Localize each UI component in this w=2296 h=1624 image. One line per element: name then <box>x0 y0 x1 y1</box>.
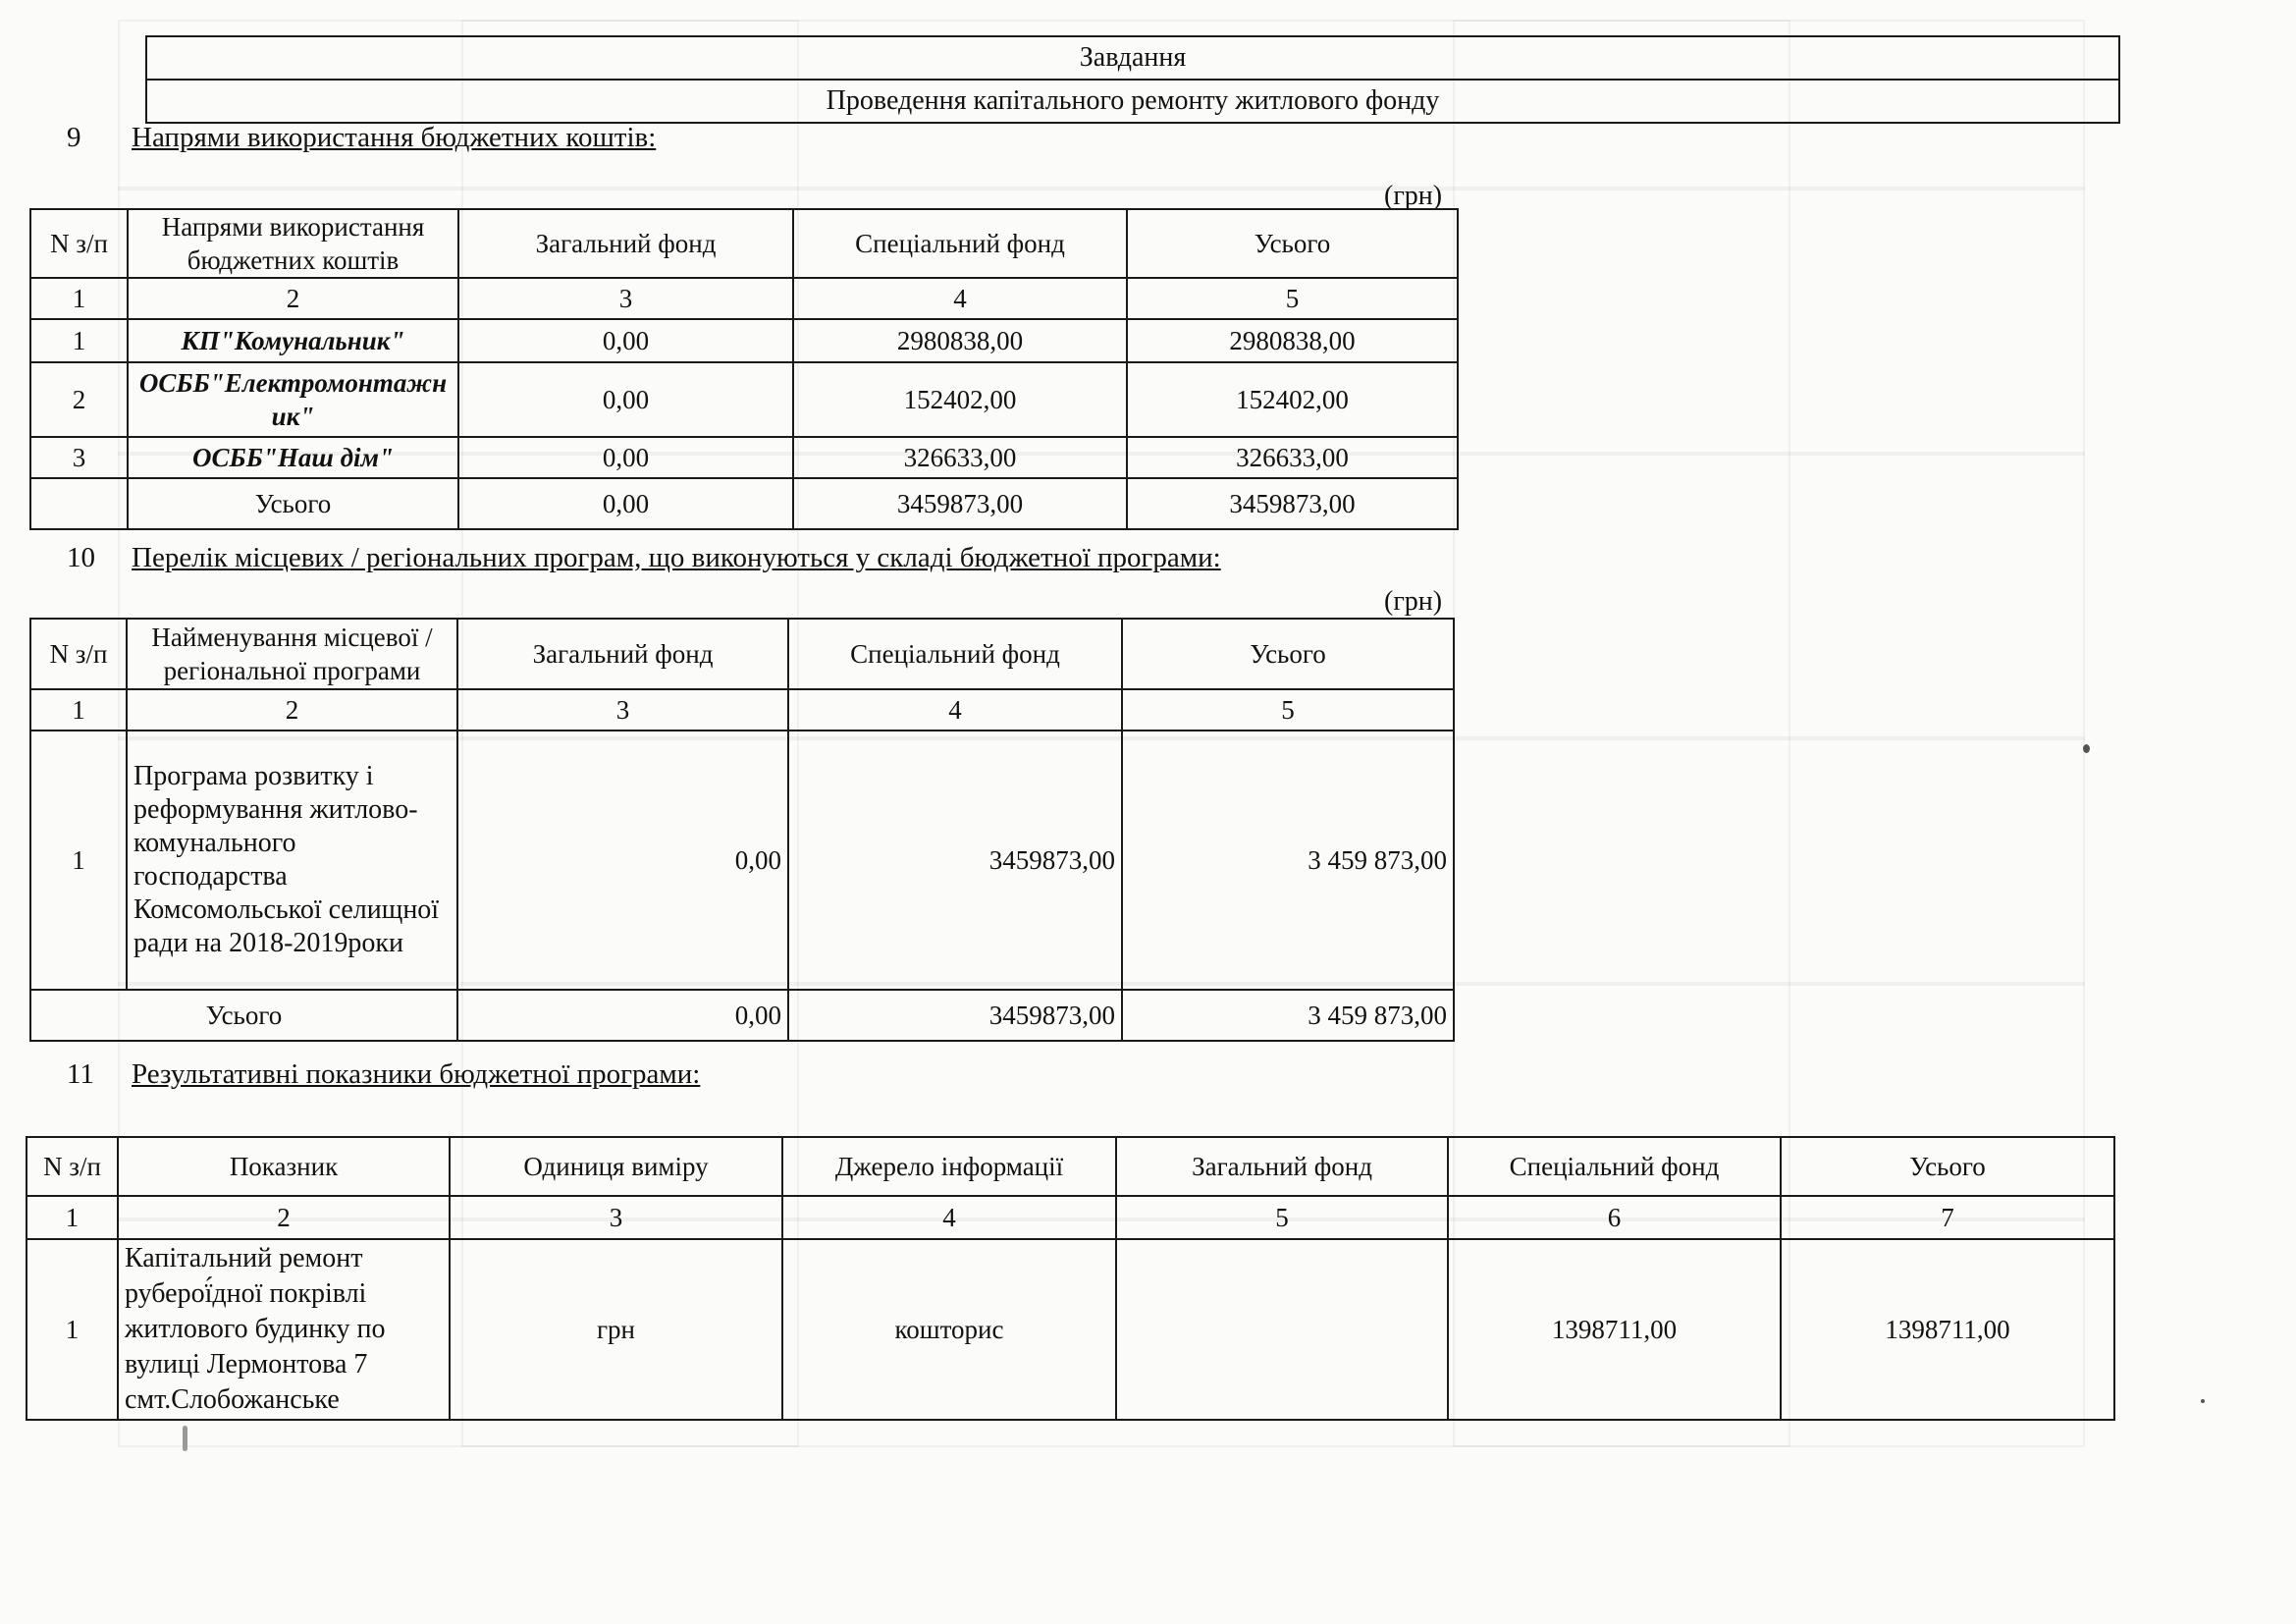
section-title: Результативні показники бюджетної програми: <box>132 1058 701 1090</box>
header-cell: N з/п <box>30 209 128 278</box>
colnum-cell: 2 <box>118 1196 450 1239</box>
table-row <box>30 731 1454 990</box>
colnum-cell: 3 <box>457 689 788 731</box>
table-header-row <box>30 619 1454 689</box>
header-cell: Спеціальний фонд <box>793 209 1127 278</box>
special-fund: 1398711,00 <box>1448 1239 1781 1420</box>
general-fund: 0,00 <box>458 478 793 529</box>
total-label: Усього <box>128 478 458 529</box>
colnum-cell: 4 <box>793 278 1127 319</box>
colnum-cell: 1 <box>30 278 128 319</box>
scan-speck <box>2083 744 2090 753</box>
special-fund: 326633,00 <box>793 437 1127 478</box>
empty-cell <box>30 478 128 529</box>
column-number-row <box>30 689 1454 731</box>
general-fund: 0,00 <box>458 319 793 362</box>
column-number-row <box>30 278 1458 319</box>
colnum-cell: 5 <box>1122 689 1454 731</box>
header-cell: Напрями використання бюджетних коштів <box>128 209 458 278</box>
section-9-unit: (грн) <box>1384 181 1443 211</box>
section-title: Напрями використання бюджетних коштів: <box>132 122 657 153</box>
column-number-row <box>27 1196 2114 1239</box>
colnum-cell: 6 <box>1448 1196 1781 1239</box>
special-fund: 3459873,00 <box>788 731 1122 990</box>
header-cell: Усього <box>1781 1137 2114 1196</box>
total-label: Усього <box>30 990 457 1041</box>
header-cell: Загальний фонд <box>1116 1137 1448 1196</box>
table-row <box>30 319 1458 362</box>
total-row <box>30 990 1454 1041</box>
table-row <box>27 1239 2114 1420</box>
recipient-name: КП"Комунальник" <box>128 319 458 362</box>
general-fund: 0,00 <box>458 437 793 478</box>
table-header-row <box>30 209 1458 278</box>
row-number: 3 <box>30 437 128 478</box>
header-cell: Загальний фонд <box>457 619 788 689</box>
task-header: Завдання <box>146 36 2119 80</box>
section-number: 10 <box>67 542 95 573</box>
information-source: кошторис <box>782 1239 1116 1420</box>
header-cell: Усього <box>1127 209 1458 278</box>
section-number: 9 <box>67 122 81 153</box>
table-header-row <box>27 1137 2114 1196</box>
colnum-cell: 1 <box>30 689 127 731</box>
section-number: 11 <box>67 1058 94 1090</box>
section-title: Перелік місцевих / регіональних програм, що виконуються у складі бюджетної програми: <box>132 542 1221 573</box>
header-cell: Одиниця виміру <box>450 1137 782 1196</box>
task-table <box>145 35 2120 124</box>
row-number: 1 <box>30 319 128 362</box>
total-value: 1398711,00 <box>1781 1239 2114 1420</box>
general-fund: 0,00 <box>457 731 788 990</box>
section-9-heading <box>67 122 656 154</box>
special-fund: 3459873,00 <box>793 478 1127 529</box>
colnum-cell: 2 <box>128 278 458 319</box>
section-10-table <box>29 618 1455 1042</box>
colnum-cell: 7 <box>1781 1196 2114 1239</box>
recipient-name: ОСББ"Наш дім" <box>128 437 458 478</box>
section-9-table <box>29 208 1459 530</box>
row-number: 2 <box>30 362 128 437</box>
section-10-heading <box>67 542 1221 574</box>
header-cell: Спеціальний фонд <box>1448 1137 1781 1196</box>
indicator-name: Капітальний ремонт руберої́дної покрівлі житлового будинку по вулиці Лермонтова 7 смт.Слобожанське <box>118 1239 450 1420</box>
total-value: 3459873,00 <box>1127 478 1458 529</box>
unit-of-measure: грн <box>450 1239 782 1420</box>
special-fund: 3459873,00 <box>788 990 1122 1041</box>
table-row <box>30 362 1458 437</box>
table-row <box>30 437 1458 478</box>
total-value: 2980838,00 <box>1127 319 1458 362</box>
section-11-heading <box>67 1058 700 1091</box>
section-11-table <box>26 1136 2115 1421</box>
task-value: Проведення капітального ремонту житлового фонду <box>146 80 2119 123</box>
colnum-cell: 2 <box>127 689 457 731</box>
colnum-cell: 5 <box>1116 1196 1448 1239</box>
colnum-cell: 3 <box>450 1196 782 1239</box>
program-name: Програма розвитку і реформування житлово-комунального господарства Комсомольської селищної ради на 2018-2019роки <box>127 731 457 990</box>
total-row <box>30 478 1458 529</box>
header-cell: Показник <box>118 1137 450 1196</box>
total-value: 3 459 873,00 <box>1122 731 1454 990</box>
general-fund: 0,00 <box>458 362 793 437</box>
total-value: 3 459 873,00 <box>1122 990 1454 1041</box>
scan-speck <box>2201 1399 2205 1403</box>
colnum-cell: 4 <box>788 689 1122 731</box>
header-cell: Джерело інформації <box>782 1137 1116 1196</box>
colnum-cell: 1 <box>27 1196 118 1239</box>
row-number: 1 <box>30 731 127 990</box>
header-cell: N з/п <box>30 619 127 689</box>
recipient-name: ОСББ"Електромонтажник" <box>128 362 458 437</box>
header-cell: Найменування місцевої / регіональної програми <box>127 619 457 689</box>
special-fund: 2980838,00 <box>793 319 1127 362</box>
header-cell: N з/п <box>27 1137 118 1196</box>
general-fund: 0,00 <box>457 990 788 1041</box>
row-number: 1 <box>27 1239 118 1420</box>
scan-speck <box>183 1426 187 1451</box>
header-cell: Загальний фонд <box>458 209 793 278</box>
total-value: 152402,00 <box>1127 362 1458 437</box>
section-10-unit: (грн) <box>1384 586 1443 617</box>
header-cell: Спеціальний фонд <box>788 619 1122 689</box>
total-value: 326633,00 <box>1127 437 1458 478</box>
general-fund <box>1116 1239 1448 1420</box>
colnum-cell: 3 <box>458 278 793 319</box>
colnum-cell: 4 <box>782 1196 1116 1239</box>
colnum-cell: 5 <box>1127 278 1458 319</box>
header-cell: Усього <box>1122 619 1454 689</box>
special-fund: 152402,00 <box>793 362 1127 437</box>
